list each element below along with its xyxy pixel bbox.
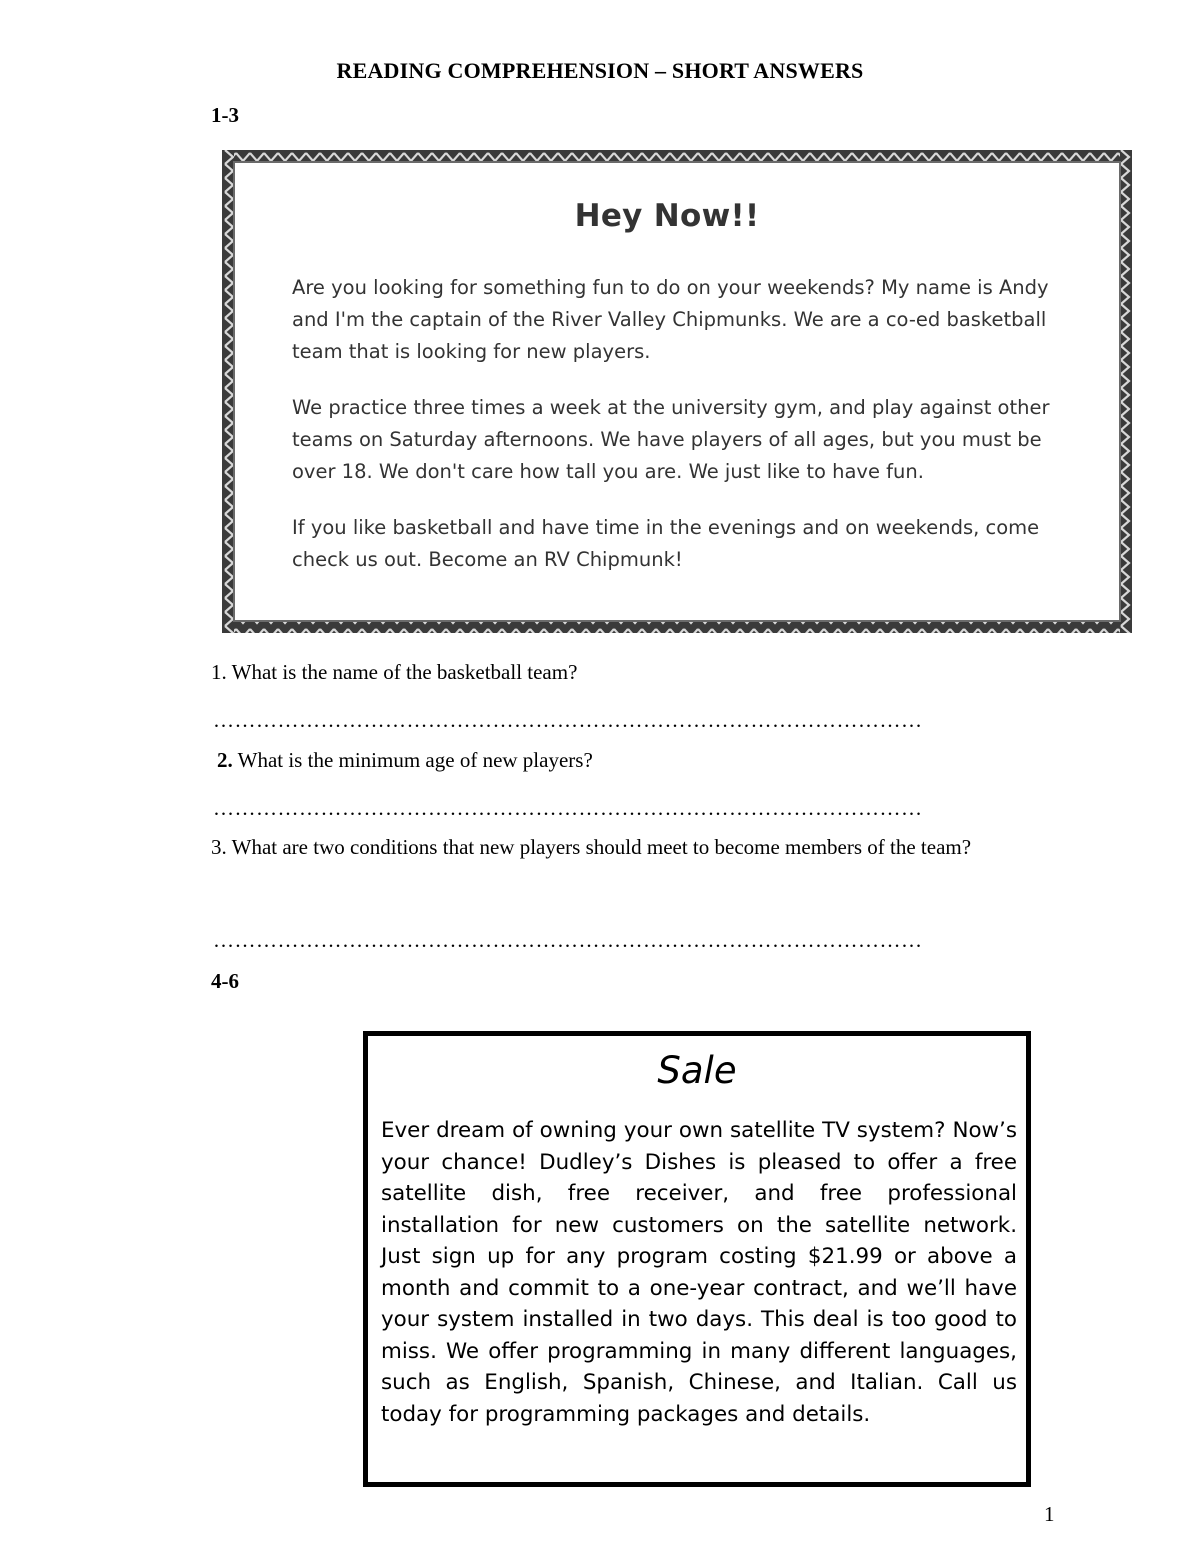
section-label-1-3: 1-3 bbox=[211, 103, 239, 127]
answer-line-1[interactable]: ……………………………………………………………………………………… bbox=[213, 708, 923, 732]
question-number: 2. bbox=[217, 748, 233, 772]
question-2 bbox=[217, 738, 1077, 783]
answer-line-3[interactable]: ……………………………………………………………………………………… bbox=[213, 928, 923, 952]
ad-sale-body: Ever dream of owning your own satellite TV system? Now’s your chance! Dudley’s Dishes is pleased to offer a free satellite dish, free receiver, and free professional installation for new customers on the satellite network. Just sign up for any program costing $21.99 or above a month and commit to a one-year contract, and we’ll have your system installed in two days. This deal is too good to miss. We offer programming in many different languages, such as English, Spanish, Chinese, and Italian. Call us today for programming packages and details. bbox=[381, 1118, 1017, 1427]
ad-hey-now-title: Hey Now!! bbox=[574, 198, 760, 234]
question-text: What is the minimum age of new players? bbox=[237, 748, 593, 772]
question-number: 1. bbox=[211, 660, 227, 684]
ad-paragraph: If you like basketball and have time in the evenings and on weekends, come check us out. Become an RV Chipmunk! bbox=[292, 516, 1040, 571]
page-number: 1 bbox=[1044, 1502, 1055, 1526]
ad-sale bbox=[363, 1031, 1031, 1487]
question-number: 3. bbox=[211, 835, 227, 859]
document-title: READING COMPREHENSION – SHORT ANSWERS bbox=[336, 58, 864, 83]
ad-paragraph: We practice three times a week at the university gym, and play against other teams on Saturday afternoons. We have players of all ages, but you must be over 18. We don't care how tall you are. We just like to have fun. bbox=[292, 396, 1050, 483]
ad-sale-title: Sale bbox=[657, 1049, 737, 1092]
question-text: What are two conditions that new players should meet to become members of the team? bbox=[231, 835, 972, 859]
question-1 bbox=[211, 650, 1071, 695]
ad-hey-now-body bbox=[292, 272, 1082, 600]
section-label-4-6: 4-6 bbox=[211, 969, 239, 993]
question-text: What is the name of the basketball team? bbox=[231, 660, 578, 684]
answer-line-2[interactable]: ……………………………………………………………………………………… bbox=[213, 796, 923, 820]
ad-paragraph: Are you looking for something fun to do on your weekends? My name is Andy and I'm the captain of the River Valley Chipmunks. We are a co-ed basketball team that is looking for new players. bbox=[292, 276, 1049, 363]
question-3 bbox=[211, 825, 1071, 870]
